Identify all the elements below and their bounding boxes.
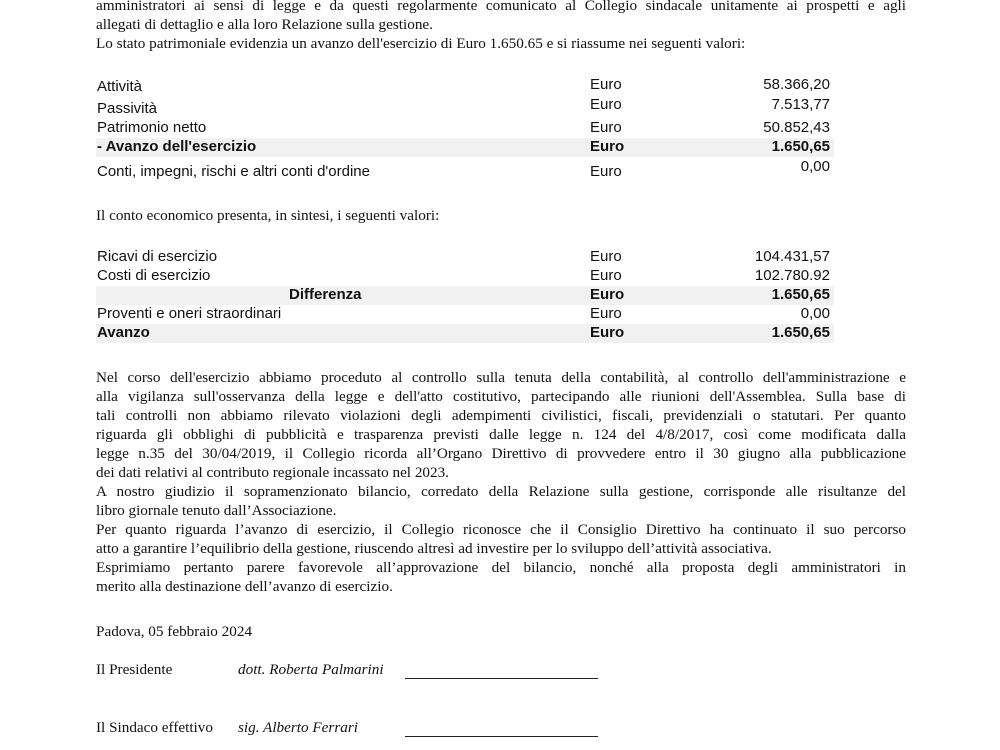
row-currency: Euro [590, 119, 622, 136]
intro-line-3: Lo stato patrimoniale evidenzia un avanzo dell'esercizio di Euro 1.650.65 e si riassume nei seguenti valori: [96, 35, 746, 52]
signature-role: Il Presidente [96, 661, 173, 678]
row-value: 1.650,65 [771, 324, 830, 341]
body-line: merito alla destinazione dell’avanzo di esercizio. [96, 578, 393, 595]
body-line: A nostro giudizio il sopramenzionato bilancio, corredato della Relazione sulla gestione, corrisponde alle risultanze del [96, 483, 906, 500]
row-label: Proventi e oneri straordinari [97, 305, 282, 322]
row-value: 50.852,43 [763, 119, 830, 136]
body-line: Nel corso dell'esercizio abbiamo proceduto al controllo sulla tenuta della contabilità, al controllo dell'amministrazione e [96, 369, 906, 386]
table-row [96, 78, 834, 97]
table-row [96, 305, 834, 324]
body-line: legge n.35 del 30/04/2019, il Collegio ricorda all’Organo Direttivo di provvedere entro il 30 giugno alla pubblicazione [96, 445, 906, 462]
body-line: riguarda gli obblighi di pubblicità e trasparenza previsti dalle legge n. 124 del 4/8/2017, così come modificata dalla [96, 426, 906, 443]
row-label: Costi di esercizio [97, 267, 211, 284]
row-currency: Euro [590, 267, 622, 284]
body-line: tali controlli non abbiamo rilevato violazioni degli adempimenti civilistici, fiscali, previdenziali o statutari. Per quanto [96, 407, 906, 424]
signature-role: Il Sindaco effettivo [96, 719, 213, 736]
row-label: Passività [97, 100, 158, 117]
row-currency: Euro [590, 163, 622, 180]
row-currency: Euro [590, 76, 622, 93]
table-row [96, 248, 834, 267]
signature-name: dott. Roberta Palmarini [238, 661, 384, 678]
row-value: 0,00 [800, 158, 830, 175]
row-value: 104.431,57 [754, 248, 830, 265]
row-currency: Euro [590, 248, 622, 265]
row-value: 58.366,20 [763, 76, 830, 93]
intro-line-2: allegati di dettaglio e alla loro Relazione sulla gestione. [96, 16, 433, 33]
body-line: alla vigilanza sull'osservanza della legge e dell'atto costitutivo, partecipando alle riunioni dell'Assemblea. Sulla base di [96, 388, 906, 405]
income-intro: Il conto economico presenta, in sintesi, i seguenti valori: [96, 207, 440, 224]
table-row-highlight [96, 138, 834, 157]
row-currency: Euro [590, 305, 622, 322]
body-line: Esprimiamo pertanto parere favorevole all’approvazione del bilancio, nonché alla proposta degli amministratori in [96, 559, 906, 576]
row-label: Patrimonio netto [97, 119, 207, 136]
row-label: Avanzo [97, 324, 150, 341]
row-currency: Euro [590, 96, 622, 113]
row-value: 1.650,65 [771, 138, 830, 155]
signature-line [405, 677, 598, 679]
row-currency: Euro [590, 286, 625, 303]
row-value: 1.650,65 [771, 286, 830, 303]
body-line: dei dati relativi al contributo regionale incassato nel 2023. [96, 464, 449, 481]
row-value: 102.780.92 [754, 267, 830, 284]
row-label: Conti, impegni, rischi e altri conti d'ordine [97, 163, 370, 180]
row-label: Ricavi di esercizio [97, 248, 218, 265]
row-value: 7.513,77 [771, 96, 830, 113]
body-line: atto a garantire l’equilibrio della gestione, riuscendo altresì ad investire per lo sviluppo dell’attività associativa. [96, 540, 772, 557]
signature-name: sig. Alberto Ferrari [238, 719, 358, 736]
intro-line-1: amministratori ai sensi di legge e da questi regolarmente comunicato al Collegio sindacale unitamente ai prospetti e agli [96, 0, 906, 14]
table-row [96, 119, 834, 138]
table-row-highlight [96, 324, 834, 343]
table-row [96, 96, 834, 119]
signature-line [405, 735, 598, 737]
body-line: Per quanto riguarda l’avanzo di esercizio, il Collegio riconosce che il Consiglio Direttivo ha continuato il suo percorso [96, 521, 906, 538]
table-row-highlight [96, 286, 834, 305]
body-line: libro giornale tenuto dall’Associazione. [96, 502, 337, 519]
place-date: Padova, 05 febbraio 2024 [96, 623, 253, 640]
row-label: Differenza [289, 286, 362, 303]
row-currency: Euro [590, 138, 625, 155]
row-currency: Euro [590, 324, 625, 341]
table-row [96, 158, 834, 182]
row-label: Attività [97, 78, 143, 95]
table-row [96, 267, 834, 286]
row-value: 0,00 [800, 305, 830, 322]
row-label: - Avanzo dell'esercizio [97, 138, 257, 155]
